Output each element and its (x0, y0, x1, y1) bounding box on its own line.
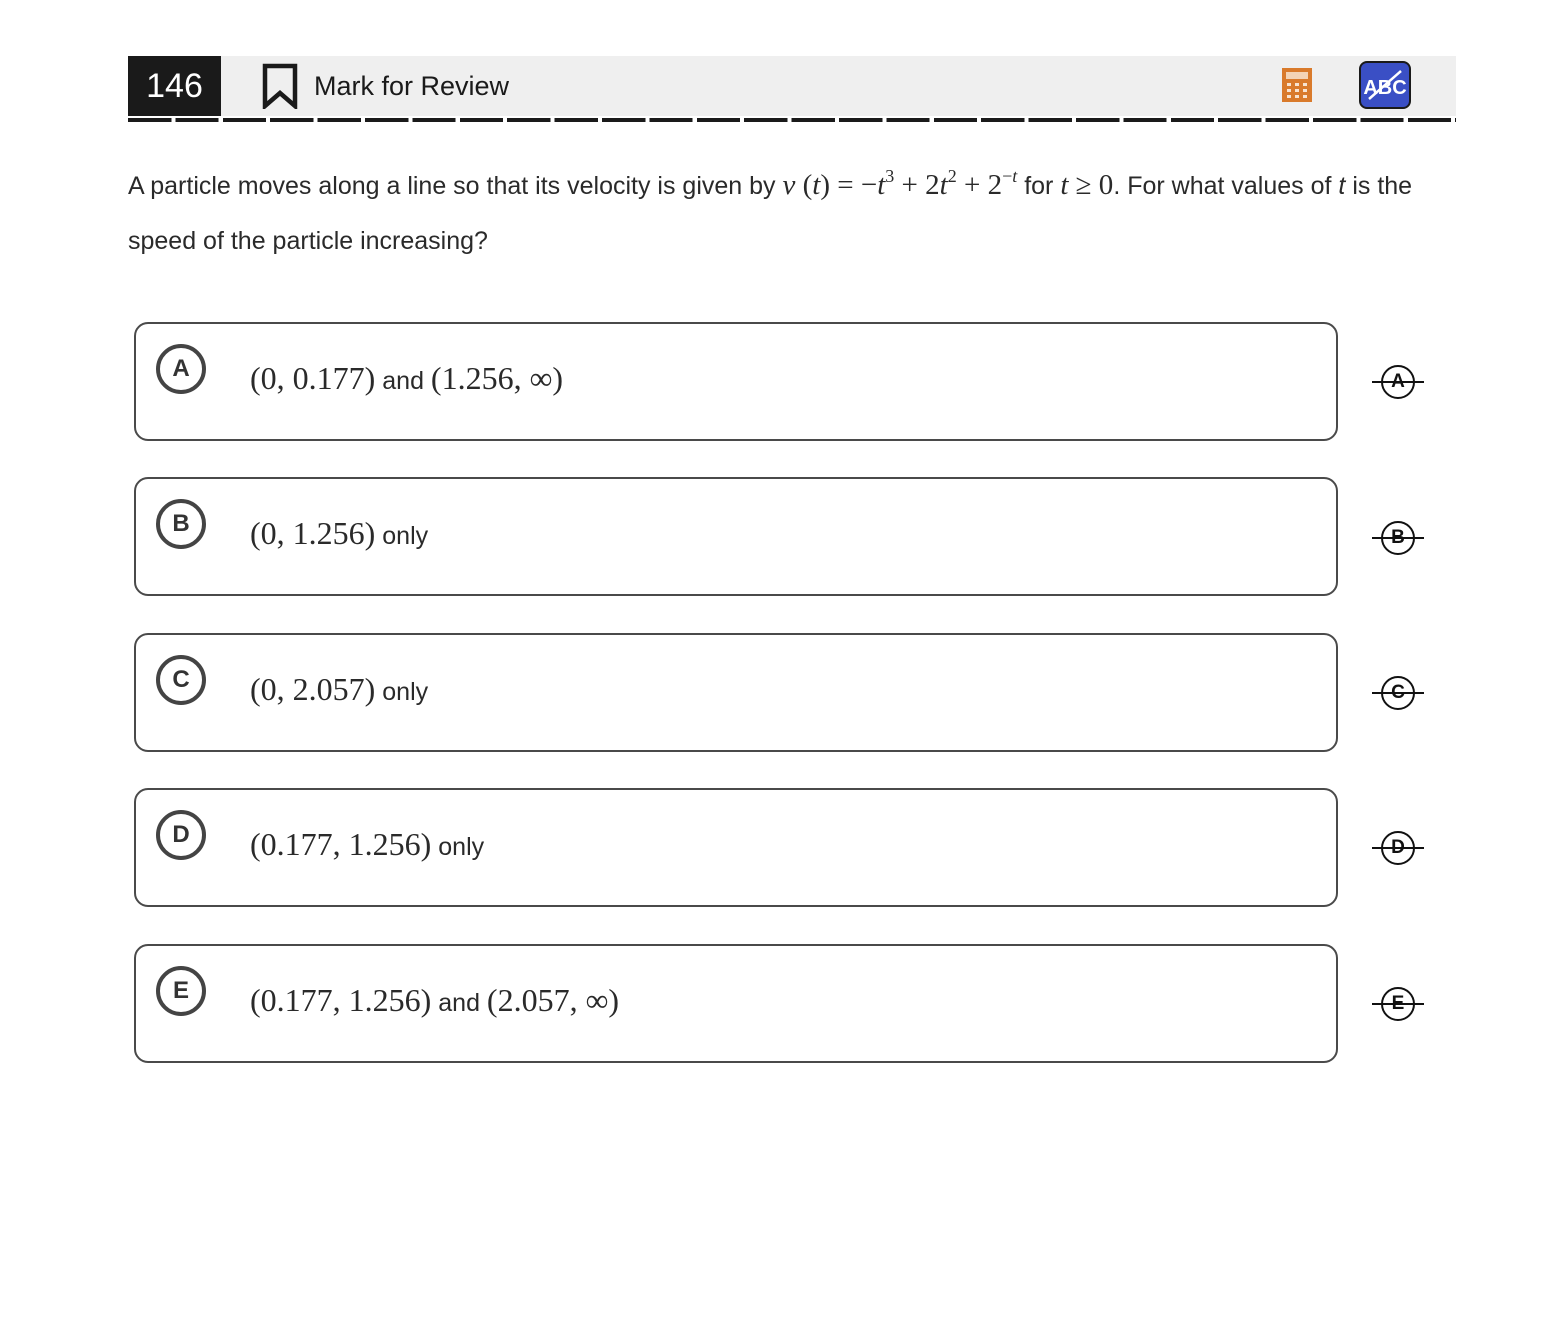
header-divider (128, 118, 1456, 122)
eliminate-option-b-button[interactable] (1372, 521, 1424, 555)
question-number: 146 (128, 56, 221, 116)
answer-eliminator-toggle[interactable] (1359, 61, 1411, 109)
velocity-equation: v $(t) = -t^3 + 2t^2 + 2^{-t}$ (782, 166, 1018, 201)
answer-option-e[interactable] (134, 944, 1338, 1063)
domain-condition: t ≥ 0 (1060, 169, 1114, 201)
option-letter-badge: E (156, 966, 206, 1016)
question-header (128, 56, 1456, 116)
eliminate-option-a-button[interactable] (1372, 365, 1424, 399)
eliminate-option-e-button[interactable] (1372, 987, 1424, 1021)
mark-for-review-label: Mark for Review (314, 70, 510, 101)
answer-option-c[interactable] (134, 633, 1338, 752)
calculator-button[interactable] (1282, 68, 1312, 102)
question-stem (128, 158, 1448, 269)
option-letter-badge: D (156, 810, 206, 860)
option-letter-badge: B (156, 499, 206, 549)
option-text: (0, 2.057) only (250, 671, 429, 707)
svg-text:ABC: ABC (1363, 77, 1407, 99)
bookmark-icon (262, 63, 298, 109)
option-text: (0, 1.256) only (250, 515, 429, 551)
option-text: (0, 0.177) and (1.256, ∞) (250, 360, 564, 396)
eliminate-letter-icon: D (1381, 831, 1415, 865)
answer-option-b[interactable] (134, 477, 1338, 596)
question-text: A particle moves along a line so that its velocity is given by (128, 172, 783, 200)
option-letter-badge: C (156, 655, 206, 705)
option-text: (0.177, 1.256) and (2.057, ∞) (250, 982, 620, 1018)
eliminate-letter-icon: E (1381, 987, 1415, 1021)
option-letter-badge: A (156, 344, 206, 394)
question-text: . For what values of (1113, 172, 1339, 200)
abc-strikethrough-icon (1361, 63, 1409, 107)
eliminate-letter-icon: C (1381, 676, 1415, 710)
calculator-icon (1282, 68, 1312, 102)
question-variable: t (1338, 172, 1346, 200)
question-text: for (1017, 172, 1061, 200)
question-text: is the speed of the particle increasing? (128, 172, 1413, 255)
option-text: (0.177, 1.256) only (250, 826, 485, 862)
mark-for-review-button[interactable] (262, 63, 509, 109)
eliminate-letter-icon: A (1381, 365, 1415, 399)
answer-option-a[interactable] (134, 322, 1338, 441)
eliminate-letter-icon: B (1381, 521, 1415, 555)
eliminate-option-c-button[interactable] (1372, 676, 1424, 710)
eliminate-option-d-button[interactable] (1372, 831, 1424, 865)
answer-option-d[interactable] (134, 788, 1338, 907)
